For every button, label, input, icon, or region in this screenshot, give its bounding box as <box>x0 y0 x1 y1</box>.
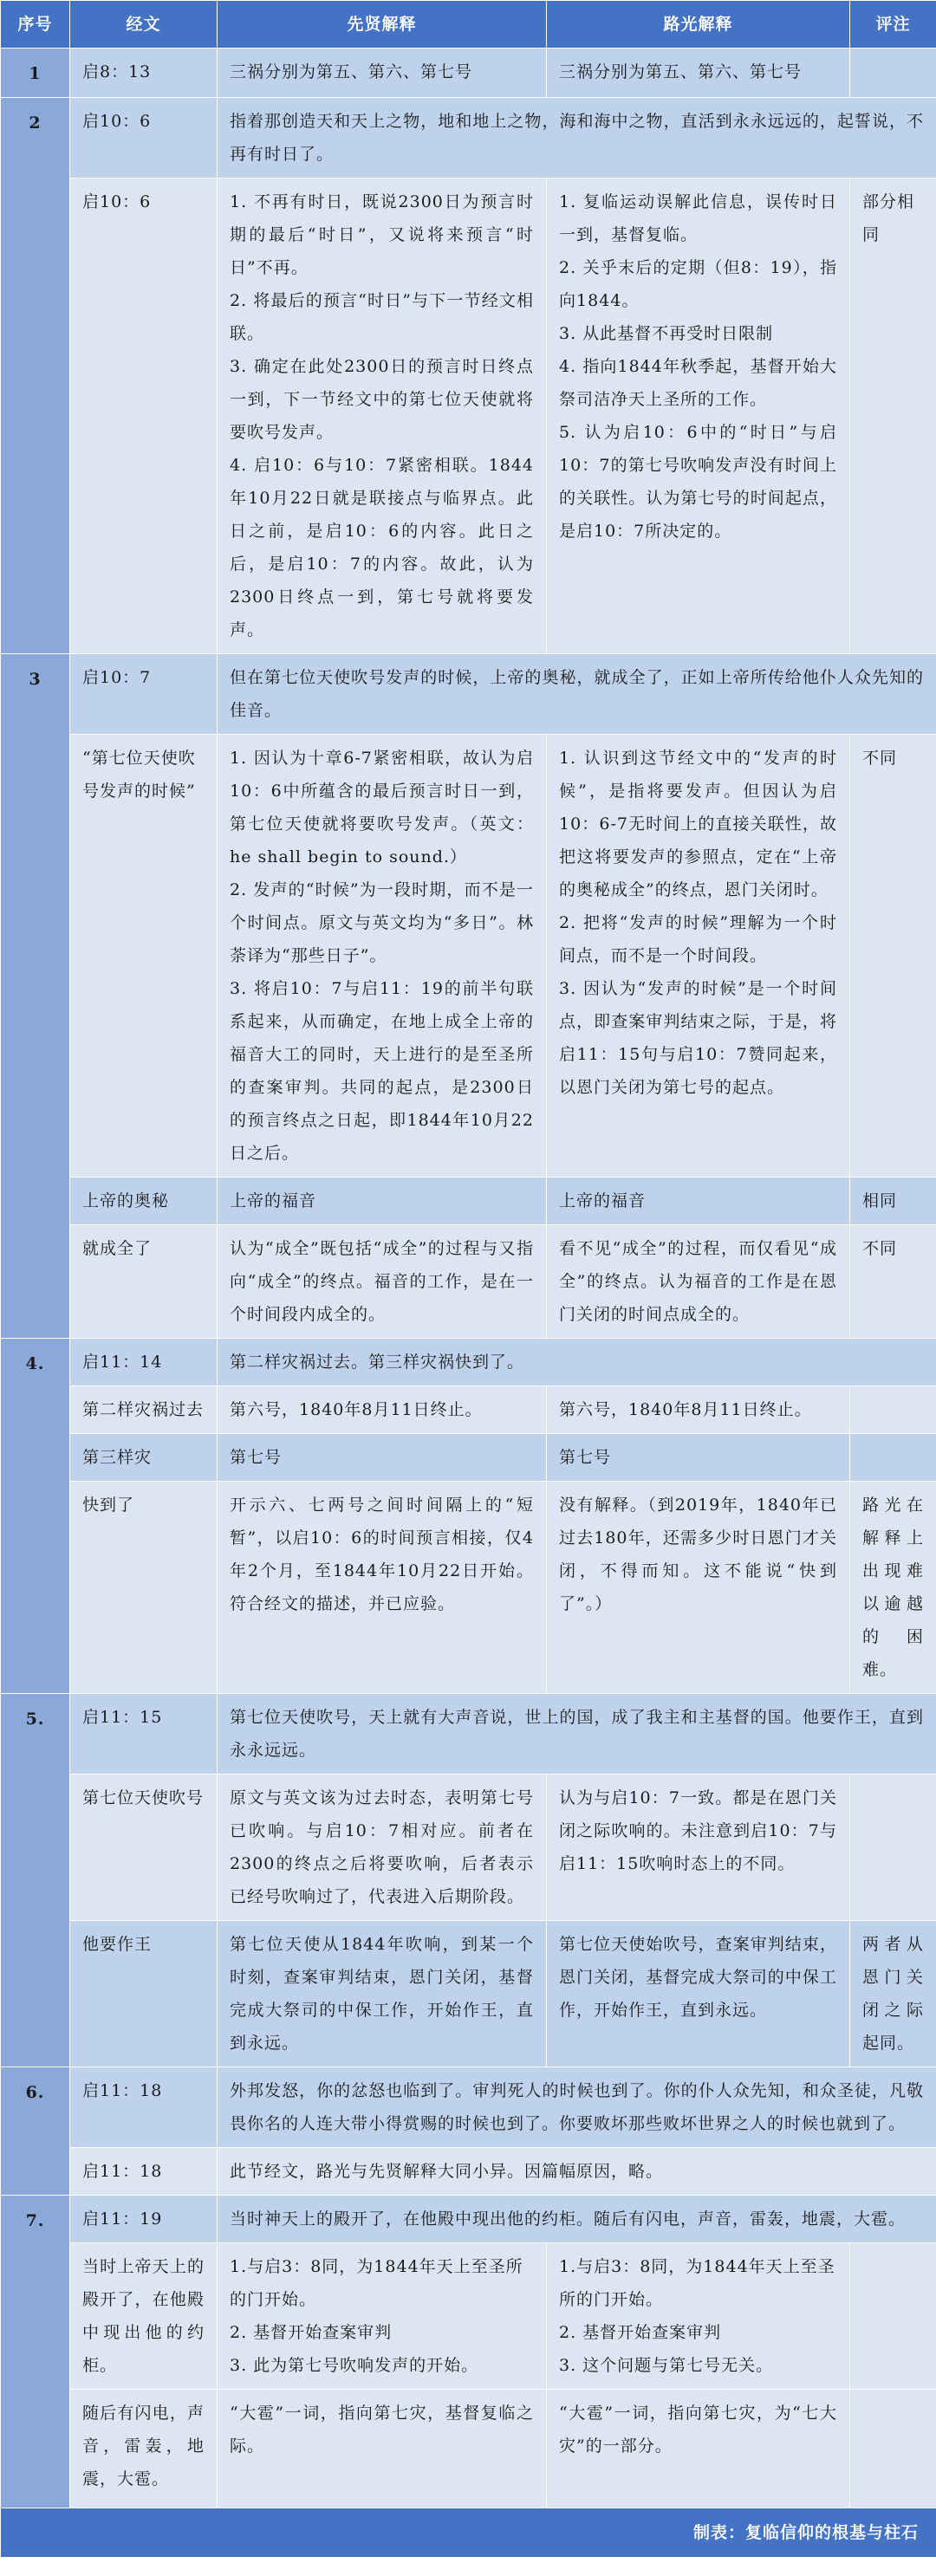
row-text: 启8：13 <box>70 49 218 98</box>
row-seq: 3 <box>1 654 70 1339</box>
row-pioneer <box>218 178 547 654</box>
path-point: 5. 认为启10：6中的“时日”与启10：7的第七号吹响发声没有时间上的关联性。认为第七号的时间起点，是启10：7所决定的。 <box>559 423 837 541</box>
table-row <box>1 178 936 654</box>
row-note <box>850 1434 936 1482</box>
row-pioneer: 第七位天使从1844年吹响，到某一个时刻，查案审判结束，恩门关闭，基督完成大祭司的中保工作，开始作王，直到永远。 <box>218 1921 547 2067</box>
row-path <box>547 735 850 1178</box>
path-point: 2. 基督开始查案审判 <box>559 2323 722 2342</box>
table-row <box>1 1434 936 1482</box>
row-span-text: 外邦发怒，你的忿怒也临到了。审判死人的时候也到了。你的仆人众先知，和众圣徒，凡敬畏你名的人连大带小得赏赐的时候也到了。你要败坏那些败坏世界之人的时候也就到了。 <box>218 2067 936 2148</box>
row-text: 第七位天使吹号 <box>70 1775 218 1921</box>
row-pioneer <box>218 2243 547 2390</box>
row-text: 启11：18 <box>70 2067 218 2148</box>
row-path: 没有解释。（到2019年，1840年已过去180年，还需多少时日恩门才关闭，不得而知。这不能说“快到了”。） <box>547 1482 850 1694</box>
pioneer-point: 1.与启3：8同，为1844年天上至圣所的门开始。 <box>230 2257 523 2309</box>
row-text: 第二样灾祸过去 <box>70 1386 218 1434</box>
row-note: 部分相同 <box>850 178 936 654</box>
row-pioneer: 认为“成全”既包括“成全”的过程与又指向“成全”的终点。福音的工作，是在一个时间段内成全的。 <box>218 1225 547 1339</box>
row-text: 启10：6 <box>70 178 218 654</box>
row-path: 三祸分别为第五、第六、第七号 <box>547 49 850 98</box>
row-seq: 6. <box>1 2067 70 2196</box>
row-text: 就成全了 <box>70 1225 218 1339</box>
pioneer-point: 3. 将启10：7与启11：19的前半句联系起来，从而确定，在地上成全上帝的福音大工的同时，天上进行的是至圣所的查案审判。共同的起点，是2300日的预言终点之日起，即1844年10月22日之后。 <box>230 979 534 1163</box>
row-text: 他要作王 <box>70 1921 218 2067</box>
row-span-text: 第二样灾祸过去。第三样灾祸快到了。 <box>218 1339 936 1386</box>
row-text: 启11：15 <box>70 1694 218 1775</box>
table-row <box>1 1775 936 1921</box>
row-seq: 5. <box>1 1694 70 2067</box>
row-note: 路光在解释上出现难以逾越的困难。 <box>850 1482 936 1694</box>
row-path: 第七位天使始吹号，查案审判结束，恩门关闭，基督完成大祭司的中保工作，开始作王，直到永远。 <box>547 1921 850 2067</box>
row-path: “大雹”一词，指向第七灾，为“七大灾”的一部分。 <box>547 2390 850 2508</box>
row-pioneer: 第七号 <box>218 1434 547 1482</box>
row-span-text: 但在第七位天使吹号发声的时候，上帝的奥秘，就成全了，正如上帝所传给他仆人众先知的佳音。 <box>218 654 936 735</box>
path-point: 1. 复临运动误解此信息，误传时日一到，基督复临。 <box>559 192 837 244</box>
pioneer-point: 3. 此为第七号吹响发声的开始。 <box>230 2356 479 2375</box>
table-row <box>1 2196 936 2243</box>
row-note: 不同 <box>850 1225 936 1339</box>
path-point: 1. 认识到这节经文中的“发声的时候”，是指将要发声。但因认为启10：6-7无时间上的直接关联性，故把这将要发声的参照点，定在“上帝的奥秘成全”的终点，恩门关闭时。 <box>559 749 837 899</box>
header-note: 评注 <box>850 1 936 49</box>
header-text: 经文 <box>70 1 218 49</box>
row-note <box>850 1386 936 1434</box>
pioneer-point: 1. 因认为十章6-7紧密相联，故认为启10：6中所蕴含的最后预言时日一到，第七位天使就将要吹号发声。（英文：he shall begin to sound.） <box>230 749 534 866</box>
row-path <box>547 178 850 654</box>
row-text: 当时上帝天上的殿开了，在他殿中现出他的约柜。 <box>70 2243 218 2390</box>
table-row <box>1 1178 936 1225</box>
row-text: 启10：6 <box>70 98 218 178</box>
table-row <box>1 2390 936 2508</box>
row-path: 看不见“成全”的过程，而仅看见“成全”的终点。认为福音的工作是在恩门关闭的时间点成全的。 <box>547 1225 850 1339</box>
row-path: 第七号 <box>547 1434 850 1482</box>
row-text: 第三样灾 <box>70 1434 218 1482</box>
pioneer-point: 4. 启10：6与10：7紧密相联。1844年10月22日就是联接点与临界点。此日之前，是启10：6的内容。此日之后，是启10：7的内容。故此，认为2300日终点一到，第七号就将要发声。 <box>230 456 534 639</box>
row-span-text: 当时神天上的殿开了，在他殿中现出他的约柜。随后有闪电，声音，雷轰，地震，大雹。 <box>218 2196 936 2243</box>
header-row <box>1 1 936 49</box>
row-path <box>547 2243 850 2390</box>
table-row <box>1 735 936 1178</box>
row-span-text: 此节经文，路光与先贤解释大同小异。因篇幅原因，略。 <box>218 2148 936 2196</box>
row-span-text: 第七位天使吹号，天上就有大声音说，世上的国，成了我主和主基督的国。他要作王，直到永永远远。 <box>218 1694 936 1775</box>
path-point: 4. 指向1844年秋季起，基督开始大祭司洁净天上圣所的工作。 <box>559 357 837 409</box>
table-row <box>1 1225 936 1339</box>
path-point: 3. 因认为“发声的时候”是一个时间点，即查案审判结束之际，于是，将启11：15句与启10：7赞同起来，以恩门关闭为第七号的起点。 <box>559 979 837 1097</box>
row-note: 两者从恩门关闭之际起同。 <box>850 1921 936 2067</box>
row-pioneer: 原文与英文该为过去时态，表明第七号已吹响。与启10：7相对应。前者在2300的终点之后将要吹响，后者表示已经号吹响过了，代表进入后期阶段。 <box>218 1775 547 1921</box>
row-pioneer: 开示六、七两号之间时间隔上的“短暂”，以启10：6的时间预言相接，仅4年2个月，至1844年10月22日开始。符合经文的描述，并已应验。 <box>218 1482 547 1694</box>
row-seq: 4. <box>1 1339 70 1694</box>
row-path: 上帝的福音 <box>547 1178 850 1225</box>
row-note <box>850 2390 936 2508</box>
row-seq: 2 <box>1 98 70 654</box>
row-text: 快到了 <box>70 1482 218 1694</box>
row-note <box>850 2243 936 2390</box>
row-text: 启11：18 <box>70 2148 218 2196</box>
path-point: 3. 这个问题与第七号无关。 <box>559 2356 774 2375</box>
path-point: 1.与启3：8同，为1844年天上至圣所的门开始。 <box>559 2257 835 2309</box>
row-text: 启11：19 <box>70 2196 218 2243</box>
row-note <box>850 49 936 98</box>
row-pioneer <box>218 735 547 1178</box>
pioneer-point: 1. 不再有时日，既说2300日为预言时期的最后“时日”，又说将来预言“时日”不再。 <box>230 192 534 277</box>
table-row <box>1 2067 936 2148</box>
path-point: 3. 从此基督不再受时日限制 <box>559 324 774 343</box>
table-row <box>1 1386 936 1434</box>
pioneer-point: 2. 将最后的预言“时日”与下一节经文相联。 <box>230 291 534 343</box>
header-path: 路光解释 <box>547 1 850 49</box>
row-note: 不同 <box>850 735 936 1178</box>
row-pioneer: 三祸分别为第五、第六、第七号 <box>218 49 547 98</box>
table-row <box>1 49 936 98</box>
table-row <box>1 1482 936 1694</box>
row-path: 第六号，1840年8月11日终止。 <box>547 1386 850 1434</box>
row-text: 随后有闪电，声音，雷轰，地震，大雹。 <box>70 2390 218 2508</box>
row-note <box>850 1775 936 1921</box>
table-row <box>1 98 936 178</box>
table-row <box>1 2148 936 2196</box>
row-pioneer: 上帝的福音 <box>218 1178 547 1225</box>
pioneer-point: 3. 确定在此处2300日的预言时日终点一到，下一节经文中的第七位天使就将要吹号发声。 <box>230 357 534 442</box>
pioneer-point: 2. 基督开始查案审判 <box>230 2323 393 2342</box>
pioneer-point: 2. 发声的“时候”为一段时期，而不是一个时间点。原文与英文均为“多日”。林荼译为“那些日子”。 <box>230 880 534 965</box>
row-text: 启10：7 <box>70 654 218 735</box>
table-row <box>1 1339 936 1386</box>
row-text: “第七位天使吹号发声的时候” <box>70 735 218 1178</box>
row-seq: 1 <box>1 49 70 98</box>
row-text: 上帝的奥秘 <box>70 1178 218 1225</box>
table-row <box>1 1921 936 2067</box>
path-point: 2. 把将“发声的时候”理解为一个时间点，而不是一个时间段。 <box>559 913 837 965</box>
row-span-text: 指着那创造天和天上之物，地和地上之物，海和海中之物，直活到永永远远的，起誓说，不再有时日了。 <box>218 98 936 178</box>
row-pioneer: 第六号，1840年8月11日终止。 <box>218 1386 547 1434</box>
footer-row <box>1 2508 936 2558</box>
table-row <box>1 2243 936 2390</box>
row-pioneer: “大雹”一词，指向第七灾，基督复临之际。 <box>218 2390 547 2508</box>
table-row <box>1 654 936 735</box>
table-credit: 制表：复临信仰的根基与柱石 <box>1 2508 936 2558</box>
row-path: 认为与启10：7一致。都是在恩门关闭之际吹响的。未注意到启10：7与启11：15吹响时态上的不同。 <box>547 1775 850 1921</box>
table-row <box>1 1694 936 1775</box>
row-note: 相同 <box>850 1178 936 1225</box>
row-seq: 7. <box>1 2196 70 2508</box>
header-pioneer: 先贤解释 <box>218 1 547 49</box>
path-point: 2. 关乎末后的定期（但8：19），指向1844。 <box>559 258 837 310</box>
header-seq: 序号 <box>1 1 70 49</box>
row-text: 启11：14 <box>70 1339 218 1386</box>
